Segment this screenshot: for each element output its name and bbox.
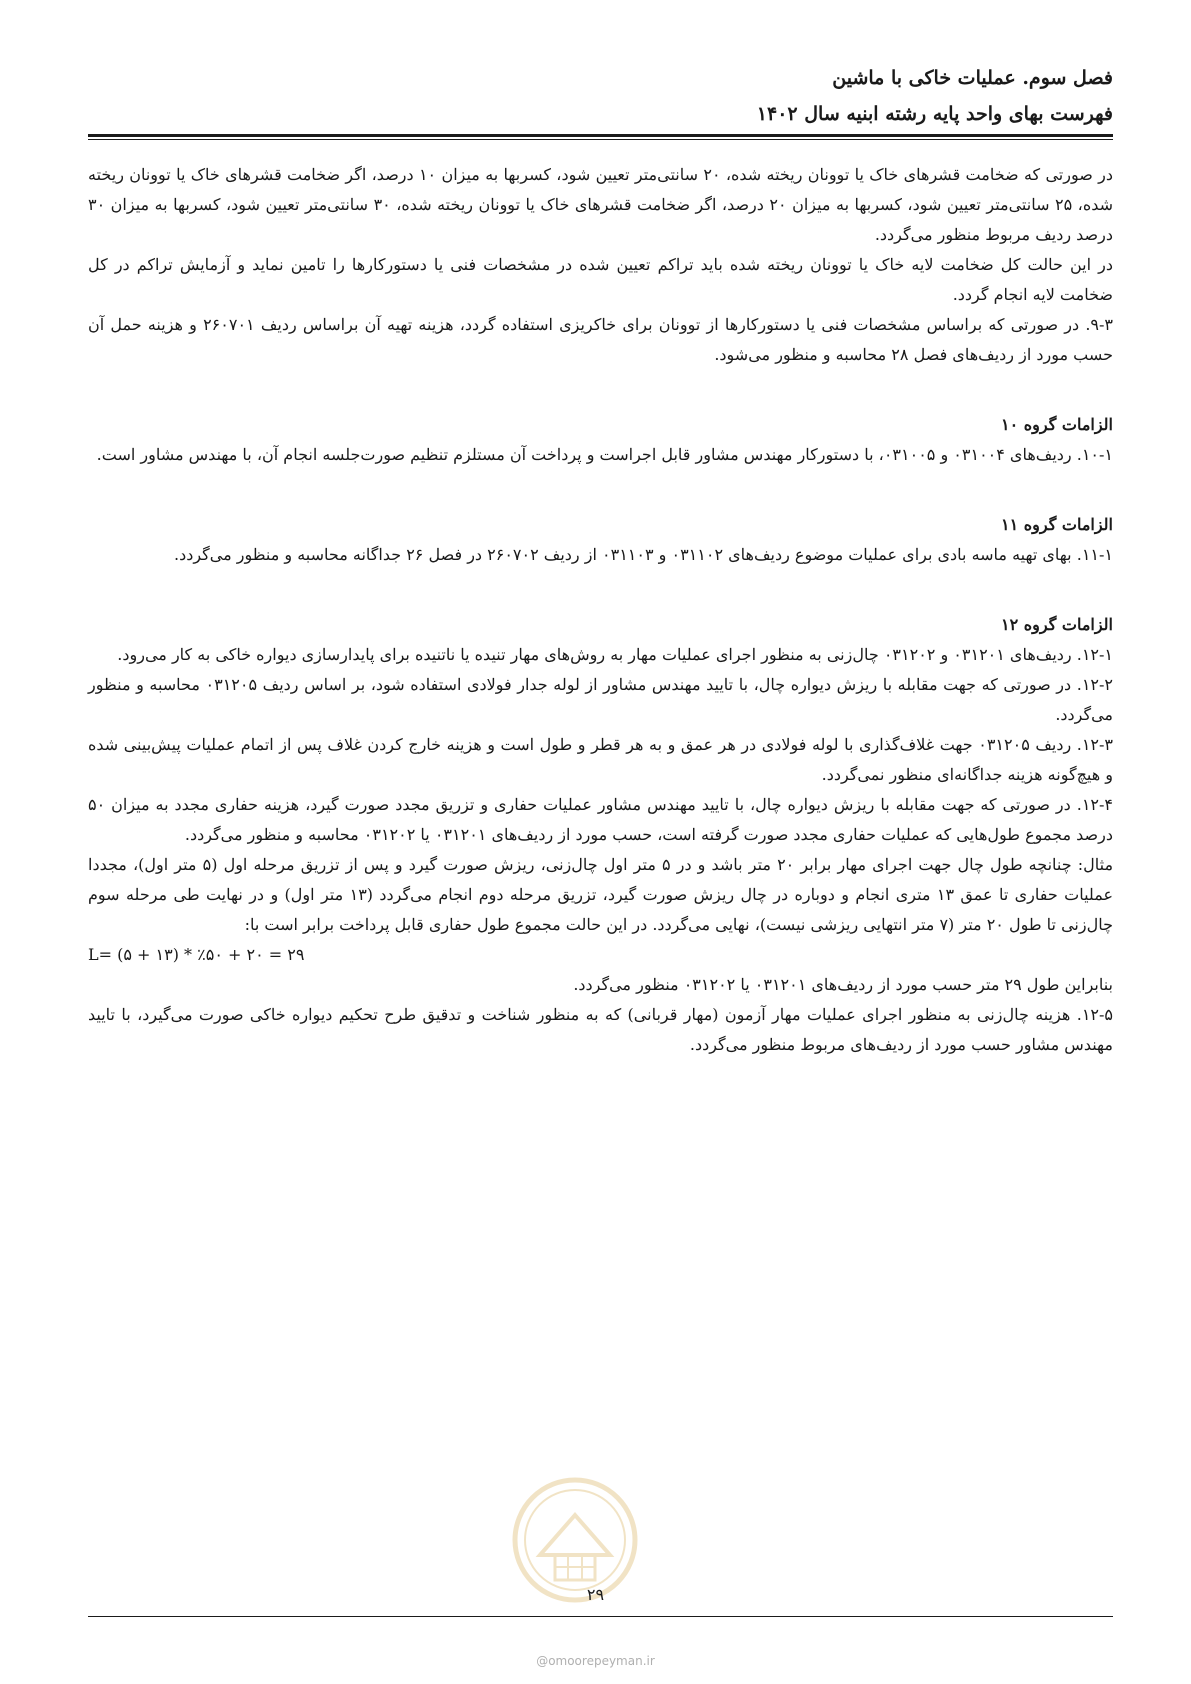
price-list-title: فهرست بهای واحد پایه رشته ابنیه سال ۱۴۰۲: [756, 103, 1113, 125]
group10-item: ۱۰-۱. ردیف‌های ۰۳۱۰۰۴ و ۰۳۱۰۰۵، با دستورکار مهندس مشاور قابل اجراست و پرداخت آن مستلزم تنظیم صورت‌جلسه انجام آن، با مهندس مشاور است.: [96, 445, 1113, 464]
group12-title: الزامات گروه ۱۲: [1001, 615, 1113, 634]
intro-paragraph: در این حالت کل ضخامت لایه خاک یا توونان ریخته شده باید تراکم تعیین شده در مشخصات فنی یا دستورکارها را تامین نماید و آزمایش تراکم در کل ضخامت لایه انجام گردد.: [88, 255, 1114, 304]
conclusion-paragraph: بنابراین طول ۲۹ متر حسب مورد از ردیف‌های ۰۳۱۲۰۱ یا ۰۳۱۲۰۲ منظور می‌گردد.: [573, 975, 1113, 994]
chapter-title: فصل سوم. عملیات خاکی با ماشین: [832, 67, 1113, 89]
document-body: [88, 160, 1113, 1060]
group12-item: ۱۲-۵. هزینه چال‌زنی به منظور اجرای عملیات مهار آزمون (مهار قربانی) که به منظور شناخت و تدقیق طرح تحکیم دیواره خاکی صورت می‌گیرد، با تایید مهندس مشاور حسب مورد از ردیف‌های مربوط منظور می‌گردد.: [88, 1005, 1113, 1054]
group11-title: الزامات گروه ۱۱: [1001, 515, 1113, 534]
formula: L= (۵ + ۱۳) * ٪۵۰ + ۲۰ = ۲۹: [88, 945, 305, 964]
group12-item: ۱۲-۱. ردیف‌های ۰۳۱۲۰۱ و ۰۳۱۲۰۲ چال‌زنی به منظور اجرای عملیات مهار به روش‌های مهار تنیده یا ناتنیده برای پایدارسازی دیواره خاکی به کار می‌رود.: [117, 645, 1113, 664]
group12-item: ۱۲-۴. در صورتی که جهت مقابله با ریزش دیواره چال، با تایید مهندس مشاور عملیات حفاری و تزریق مجدد صورت گیرد، هزینه حفاری مجدد به میزان ۵۰ درصد مجموع طول‌هایی که عملیات حفاری مجدد صورت گرفته است، حسب مورد از ردیف‌های ۰۳۱۲۰۱ یا ۰۳۱۲۰۲ محاسبه و منظور می‌گردد.: [88, 795, 1114, 844]
group11-item: ۱۱-۱. بهای تهیه ماسه بادی برای عملیات موضوع ردیف‌های ۰۳۱۱۰۲ و ۰۳۱۱۰۳ از ردیف ۲۶۰۷۰۲ در فصل ۲۶ جداگانه محاسبه و منظور می‌گردد.: [174, 545, 1113, 564]
intro-paragraph: در صورتی که ضخامت قشرهای خاک یا توونان ریخته شده، ۲۰ سانتی‌متر تعیین شود، کسربها به میزان ۱۰ درصد، اگر ضخامت قشرهای خاک یا توونان ریخته شده، ۲۵ سانتی‌متر تعیین شود، کسربها به میزان ۲۰ درصد، اگر ضخامت قشرهای خاک یا توونان ریخته شده، ۳۰ سانتی‌متر تعیین شود، کسربها به میزان ۳۰ درصد ردیف مربوط منظور می‌گردد.: [88, 165, 1114, 244]
group12-item: ۱۲-۳. ردیف ۰۳۱۲۰۵ جهت غلاف‌گذاری با لوله فولادی در هر عمق و به هر قطر و طول است و هزینه خارج کردن غلاف پس از اتمام عملیات پیش‌بینی شده و هیچ‌گونه هزینه جداگانه‌ای منظور نمی‌گردد.: [88, 735, 1113, 784]
example-paragraph: مثال: چنانچه طول چال جهت اجرای مهار برابر ۲۰ متر باشد و در ۵ متر اول چال‌زنی، ریزش صورت گیرد و پس از تزریق مرحله اول (۵ متر اول)، مجددا عملیات حفاری تا عمق ۱۳ متری انجام و دوباره در چال ریزش صورت گیرد، تزریق مرحله دوم انجام می‌گردد (۱۳ متر اول) و در نهایت طی مرحله سوم چال‌زنی تا طول ۲۰ متر (۷ متر انتهایی ریزشی نیست)، نهایی می‌گردد. در این حالت مجموع طول حفاری قابل پرداخت برابر است با:: [88, 855, 1114, 934]
watermark-site: @omoorepeyman.ir: [536, 1654, 655, 1668]
page-header: [88, 60, 1113, 132]
footer-rule: [88, 1616, 1113, 1617]
header-rule-thin: [88, 139, 1113, 140]
page-number: ۲۹: [586, 1585, 605, 1604]
intro-paragraph: ۹-۳. در صورتی که براساس مشخصات فنی یا دستورکارها از توونان برای خاکریزی استفاده گردد، هزینه تهیه آن براساس ردیف ۲۶۰۷۰۱ و هزینه حمل آن حسب مورد از ردیف‌های فصل ۲۸ محاسبه و منظور می‌شود.: [88, 315, 1113, 364]
header-rule: [88, 134, 1113, 137]
group10-title: الزامات گروه ۱۰: [1001, 415, 1113, 434]
group12-item: ۱۲-۲. در صورتی که جهت مقابله با ریزش دیواره چال، با تایید مهندس مشاور از لوله جدار فولادی استفاده شود، بر اساس ردیف ۰۳۱۲۰۵ محاسبه و منظور می‌گردد.: [88, 675, 1113, 724]
